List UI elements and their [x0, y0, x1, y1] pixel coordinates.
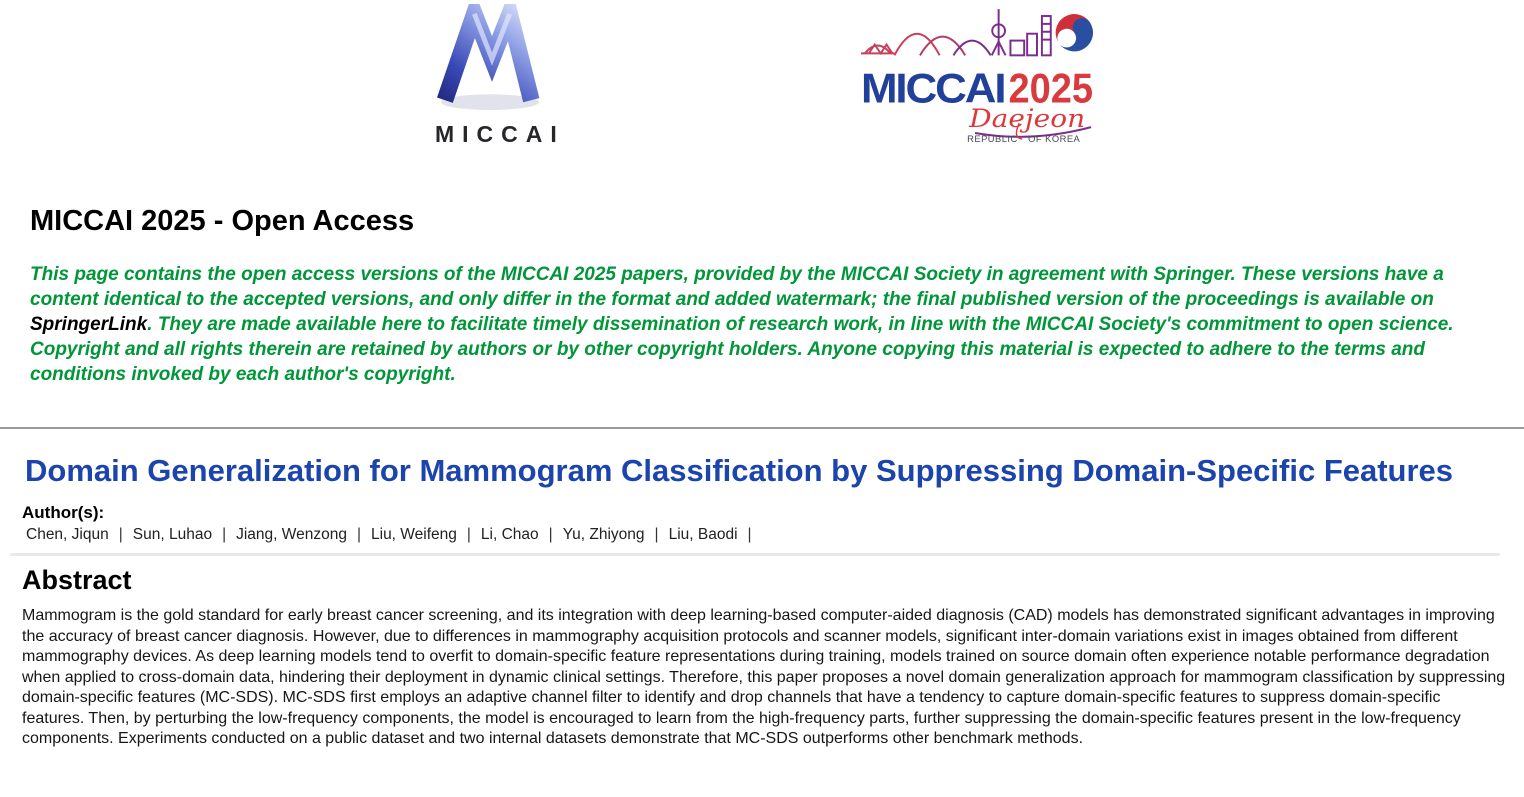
header-logos [0, 0, 1524, 152]
miccai2025-year-text: 2025 [1008, 65, 1094, 112]
page-title: MICCAI 2025 - Open Access [30, 205, 415, 237]
springerlink-link[interactable]: SpringerLink [30, 314, 148, 335]
miccai-wordmark: MICCAI [435, 121, 565, 147]
miccai-2025-conference-logo [859, 4, 1097, 152]
miccai2025-name-text: MICCAI [860, 65, 1005, 112]
author-name: Jiang, Wenzong [236, 526, 347, 543]
author-name: Liu, Weifeng [371, 526, 457, 543]
daejeon-skyline-art [861, 9, 1051, 55]
republic-text: REPUBLIC [967, 133, 1018, 144]
author-separator: | [654, 526, 659, 543]
author-name: Chen, Jiqun [26, 526, 109, 543]
miccai-society-logo [427, 4, 565, 148]
abstract-heading: Abstract [22, 565, 132, 595]
author-separator: | [356, 526, 361, 543]
section-divider [0, 427, 1524, 429]
author-separator: | [548, 526, 553, 543]
daejeon-script-text: Daejeon [968, 104, 1086, 135]
author-list [26, 525, 1524, 545]
notice-text-after: . They are made available here to facilitate timely dissemination of research work, in line with the MICCAI Society's commitment to open science. Copyright and all rights therein are retained by authors or by other copyright holders. Anyone copying this material is expected to adhere to the terms and conditions invoked by each author's copyright. [30, 314, 1454, 385]
author-name: Li, Chao [480, 526, 539, 543]
author-separator: | [466, 526, 471, 543]
author-separator: | [747, 526, 752, 543]
author-separator: | [118, 526, 123, 543]
author-name: Liu, Baodi [668, 526, 738, 543]
paper-title: Domain Generalization for Mammogram Classification by Suppressing Domain-Specific Features [25, 453, 1454, 488]
authors-divider [10, 553, 1500, 556]
miccai-2025-logo-art [859, 4, 1095, 147]
taegeuk-icon [1048, 7, 1095, 59]
miccai-m-ribbon-icon [428, 4, 558, 110]
notice-text-before: This page contains the open access versions of the MICCAI 2025 papers, provided by the MICCAI Society in agreement with Springer. These versions have a content identical to the accepted versions, and only differ in the format and added watermark; the final published version of the proceedings is available on [30, 264, 1444, 310]
author-separator: | [222, 526, 227, 543]
abstract-text: Mammogram is the gold standard for early breast cancer screening, and its integration with deep learning-based computer-aided diagnosis (CAD) models has demonstrated significant advantages in improving the accuracy of breast cancer diagnosis. However, due to differences in mammography acquisition protocols and scanner models, significant inter-domain variations exist in images obtained from different mammography devices. As deep learning models tend to overfit to domain-specific feature representations during training, models trained on source domain often experience notable performance degradation when applied to cross-domain data, hindering their deployment in dynamic clinical settings. Therefore, this paper proposes a novel domain generalization approach for mammogram classification by suppressing domain-specific features (MC-SDS). MC-SDS first employs an adaptive channel filter to identify and drop channels that have a tendency to capture domain-specific features to suppress domain-specific features. Then, by perturbing the low-frequency components, the model is encouraged to learn from the high-frequency parts, further suppressing the domain-specific features present in the low-frequency components. Experiments conducted on a public dataset and two internal datasets demonstrate that MC-SDS outperforms other benchmark methods. [22, 607, 1506, 747]
author-name: Sun, Luhao [132, 526, 213, 543]
author-name: Yu, Zhiyong [562, 526, 645, 543]
open-access-notice [30, 262, 1496, 387]
authors-label: Author(s): [22, 503, 105, 522]
of-korea-text: OF KOREA [1028, 133, 1081, 144]
